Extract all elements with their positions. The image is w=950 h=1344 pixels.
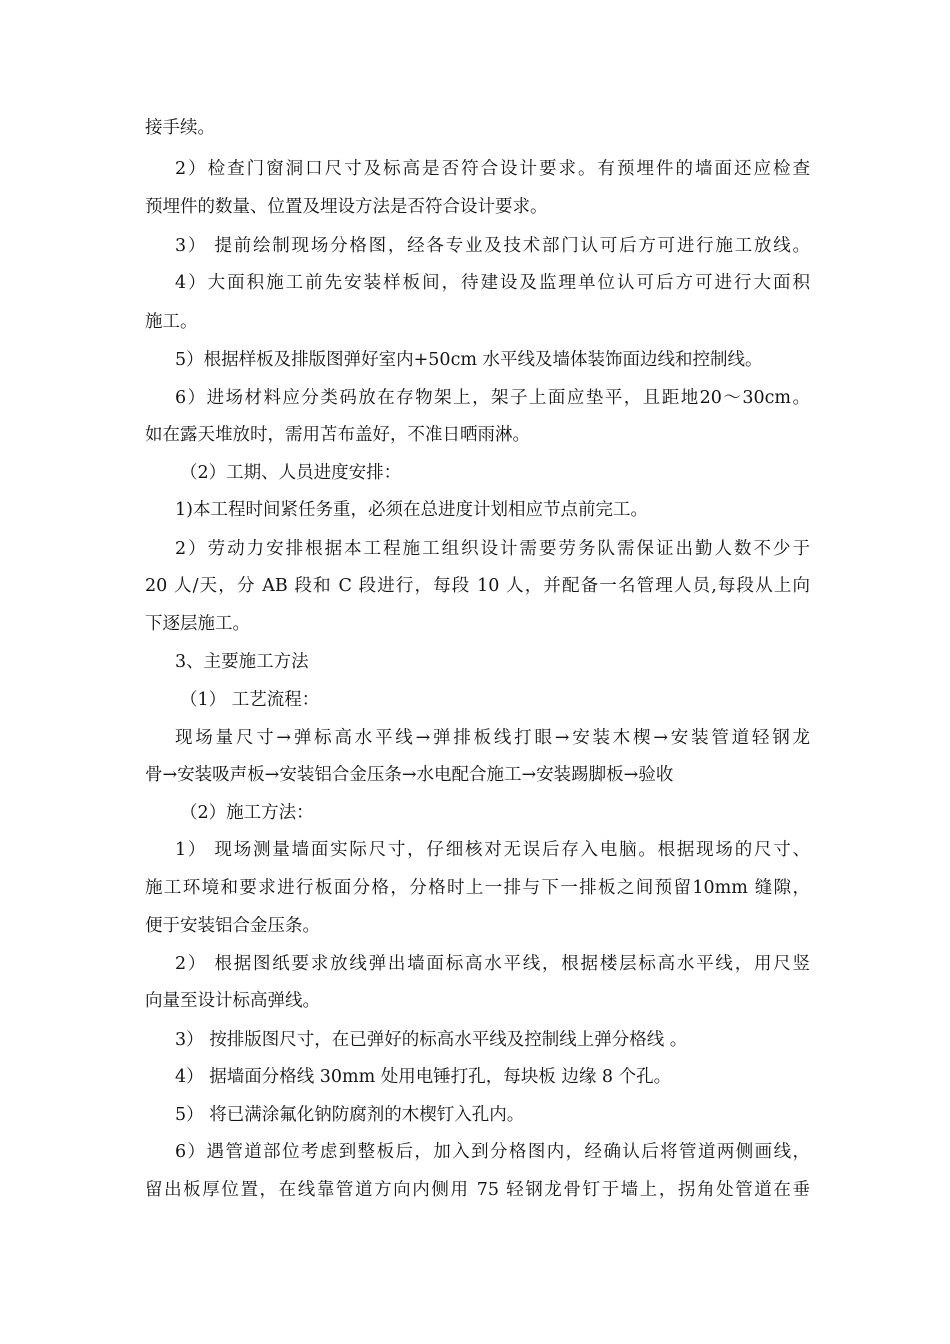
text-line: 20 人/天，分 AB 段和 C 段进行，每段 10 人，并配备一名管理人员,每段从上向 xyxy=(145,576,810,596)
text-line: 留出板厚位置，在线靠管道方向内侧用 75 轻钢龙骨钉于墙上，拐角处管道在垂 xyxy=(145,1180,810,1200)
text-line: 接手续。 xyxy=(145,118,215,138)
section-heading: （2）施工方法： xyxy=(180,803,314,823)
text-line: 3） 提前绘制现场分格图，经各专业及技术部门认可后方可进行施工放线。 xyxy=(175,236,810,256)
text-line: 3） 按排版图尺寸，在已弹好的标高水平线及控制线上弹分格线 。 xyxy=(175,1030,688,1050)
text-line: 6）遇管道部位考虑到整板后，加入到分格图内，经确认后将管道两侧画线， xyxy=(175,1142,810,1162)
text-line: 现场量尺寸→弹标高水平线→弹排板线打眼→安装木楔→安装管道轻钢龙 xyxy=(175,728,810,748)
text-line: 5）根据样板及排版图弹好室内+50cm 水平线及墙体装饰面边线和控制线。 xyxy=(175,350,763,370)
text-line: 1） 现场测量墙面实际尺寸，仔细核对无误后存入电脑。根据现场的尺寸、 xyxy=(175,840,810,860)
section-heading: 3、主要施工方法 xyxy=(175,652,309,672)
text-line: 2）劳动力安排根据本工程施工组织设计需要劳务队需保证出勤人数不少于 xyxy=(175,539,810,559)
section-heading: （1） 工艺流程： xyxy=(180,690,320,710)
text-line: 4）大面积施工前先安装样板间，待建设及监理单位认可后方可进行大面积 xyxy=(175,273,810,293)
text-line: 向量至设计标高弹线。 xyxy=(145,991,320,1011)
text-line: 施工。 xyxy=(145,312,198,332)
text-line: 1)本工程时间紧任务重，必须在总进度计划相应节点前完工。 xyxy=(175,500,648,520)
text-line: 预埋件的数量、位置及埋设方法是否符合设计要求。 xyxy=(145,197,548,217)
text-line: 骨→安装吸声板→安装铝合金压条→水电配合施工→安装踢脚板→验收 xyxy=(145,765,674,785)
text-line: 4） 据墙面分格线 30mm 处用电锤打孔，每块板 边缘 8 个孔。 xyxy=(175,1067,672,1087)
section-heading: （2）工期、人员进度安排： xyxy=(180,463,402,483)
text-line: 2） 根据图纸要求放线弹出墙面标高水平线，根据楼层标高水平线，用尺竖 xyxy=(175,954,810,974)
text-line: 6）进场材料应分类码放在存物架上，架子上面应垫平，且距地20～30cm。 xyxy=(175,388,810,408)
text-line: 便于安装铝合金压条。 xyxy=(145,916,320,936)
text-line: 下逐层施工。 xyxy=(145,614,250,634)
text-line: 施工环境和要求进行板面分格，分格时上一排与下一排板之间预留10mm 缝隙， xyxy=(145,878,810,898)
text-line: 2）检查门窗洞口尺寸及标高是否符合设计要求。有预埋件的墙面还应检查 xyxy=(175,159,810,179)
text-line: 如在露天堆放时，需用苫布盖好，不准日晒雨淋。 xyxy=(145,425,530,445)
text-line: 5） 将已满涂氟化钠防腐剂的木楔钉入孔内。 xyxy=(175,1105,525,1125)
